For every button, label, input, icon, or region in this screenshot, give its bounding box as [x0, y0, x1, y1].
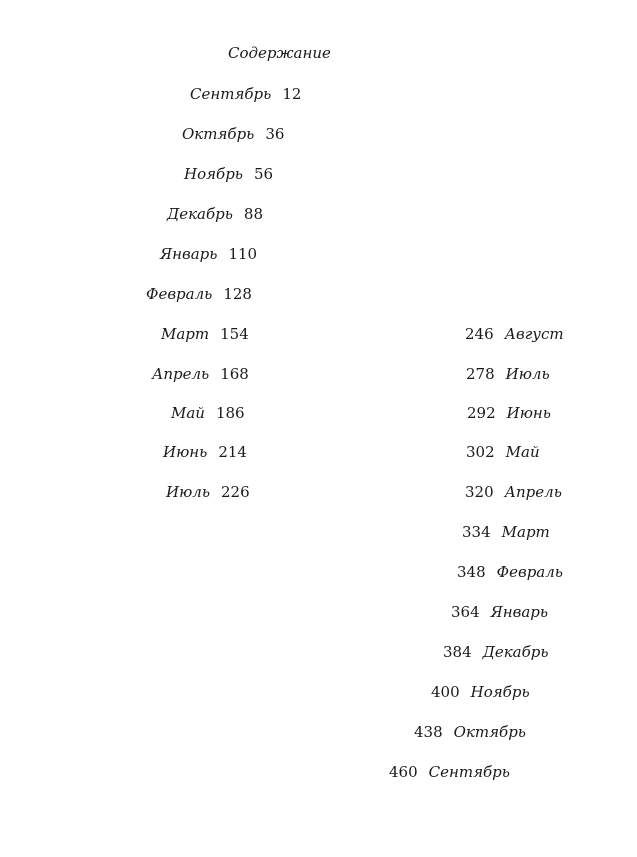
toc-page: 384 [443, 643, 472, 661]
toc-page: 128 [223, 285, 252, 303]
toc-entry-left[interactable] [163, 443, 247, 461]
toc-entry-right[interactable] [465, 483, 562, 501]
toc-entry-left[interactable] [182, 125, 284, 143]
toc-page: 36 [265, 125, 285, 143]
toc-month: Март [501, 523, 550, 541]
toc-entry-left[interactable] [160, 245, 257, 263]
toc-entry-left[interactable] [152, 365, 249, 383]
toc-entry-left[interactable] [190, 85, 301, 103]
toc-page: 214 [218, 443, 247, 461]
toc-entry-right[interactable] [465, 325, 564, 343]
toc-page: 168 [220, 365, 249, 383]
toc-month: Ноябрь [184, 165, 243, 183]
toc-page: 226 [221, 483, 250, 501]
toc-month: Апрель [504, 483, 562, 501]
toc-entry-right[interactable] [467, 404, 551, 422]
toc-month: Июнь [163, 443, 208, 461]
toc-page: 438 [414, 723, 443, 741]
toc-month: Сентябрь [428, 763, 510, 781]
toc-month: Август [504, 325, 564, 343]
toc-entry-left[interactable] [167, 205, 263, 223]
toc-month: Июнь [506, 404, 551, 422]
toc-month: Декабрь [482, 643, 549, 661]
toc-entry-right[interactable] [431, 683, 530, 701]
toc-page: 186 [215, 404, 245, 422]
toc-page: 110 [228, 245, 258, 263]
toc-month: Сентябрь [190, 85, 272, 103]
toc-month: Апрель [152, 365, 210, 383]
toc-month: Декабрь [167, 205, 233, 223]
toc-entry-right[interactable] [462, 523, 550, 541]
toc-page: 88 [243, 205, 263, 223]
toc-entry-right[interactable] [466, 365, 550, 383]
toc-entry-right[interactable] [414, 723, 526, 741]
toc-month: Ноябрь [470, 683, 530, 701]
toc-entry-right[interactable] [443, 643, 549, 661]
toc-entry-right[interactable] [466, 443, 540, 461]
toc-month: Январь [490, 603, 549, 621]
toc-month: Март [161, 325, 210, 343]
toc-entry-left[interactable] [171, 404, 245, 422]
toc-month: Февраль [146, 285, 213, 303]
toc-month: Июль [505, 365, 550, 383]
toc-month: Январь [160, 245, 218, 263]
toc-entry-right[interactable] [451, 603, 548, 621]
toc-page: 348 [457, 563, 486, 581]
toc-month: Февраль [496, 563, 563, 581]
toc-month: Июль [166, 483, 211, 501]
toc-month: Октябрь [182, 125, 255, 143]
toc-page: 246 [465, 325, 494, 343]
toc-page: 154 [220, 325, 249, 343]
toc-month: Октябрь [453, 723, 526, 741]
toc-page: 460 [389, 763, 418, 781]
toc-entry-left[interactable] [146, 285, 252, 303]
toc-entry-right[interactable] [389, 763, 510, 781]
toc-page: 334 [462, 523, 491, 541]
toc-entry-left[interactable] [161, 325, 249, 343]
toc-entry-right[interactable] [457, 563, 563, 581]
page-title: Содержание [228, 44, 331, 62]
toc-page: 292 [467, 404, 496, 422]
toc-page: 400 [431, 683, 460, 701]
toc-page: 302 [466, 443, 495, 461]
toc-month: Май [171, 404, 205, 422]
toc-page: 320 [465, 483, 494, 501]
toc-entry-left[interactable] [184, 165, 273, 183]
toc-month: Май [505, 443, 540, 461]
toc-page: 56 [253, 165, 274, 183]
toc-page: 278 [466, 365, 495, 383]
toc-page: 12 [282, 85, 302, 103]
toc-page: 364 [451, 603, 480, 621]
toc-entry-left[interactable] [166, 483, 250, 501]
